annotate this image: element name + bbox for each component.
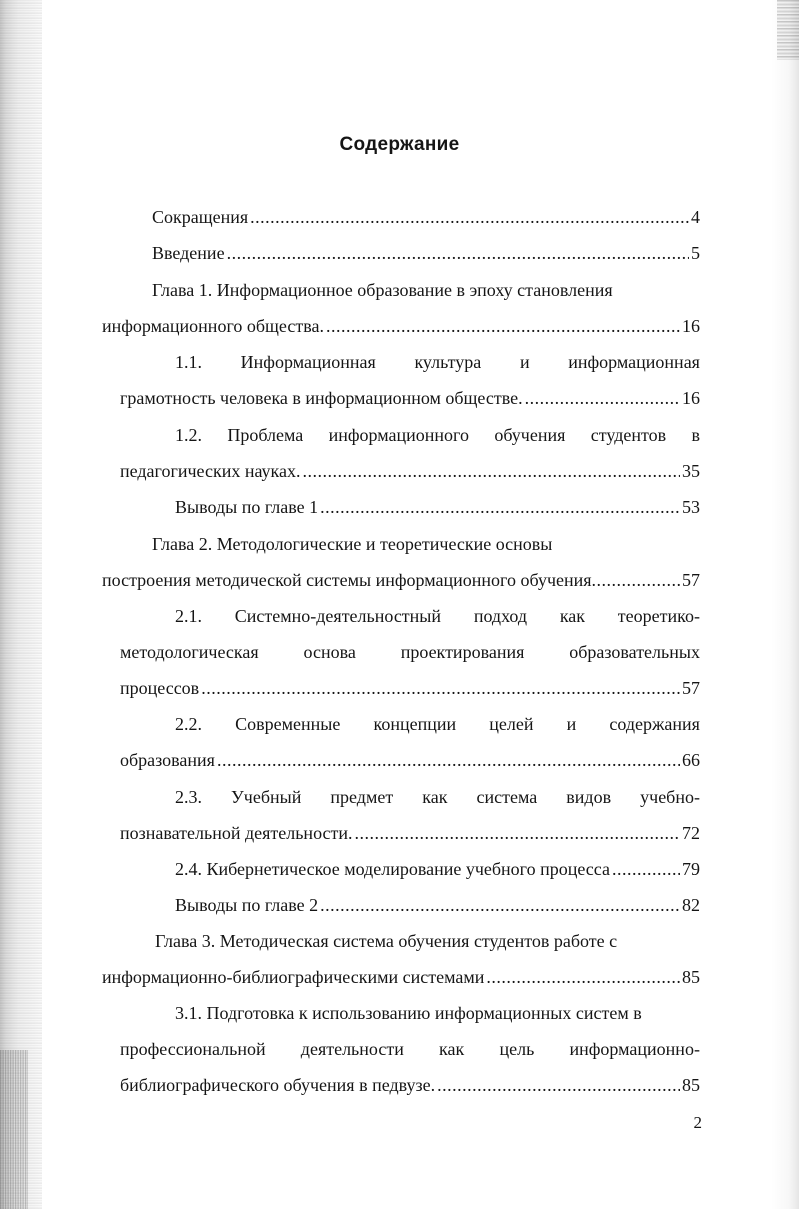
word: Информационная: [240, 352, 376, 372]
toc-section-2-1-line1[interactable]: [175, 602, 700, 630]
toc-section-1-2-line1[interactable]: [175, 421, 700, 449]
toc-chapter1-title-line2[interactable]: [102, 312, 700, 340]
word: и: [519, 352, 530, 372]
word: 1.1.: [175, 352, 202, 372]
toc-section-2-3-line2[interactable]: [120, 819, 700, 847]
word: как: [422, 787, 448, 807]
scan-noise-right-top: [777, 0, 799, 60]
toc-leader-dots: [320, 891, 680, 919]
toc-entry-page: 57: [682, 678, 700, 698]
toc-chapter3-title-line2[interactable]: [102, 963, 700, 991]
word: 2.1.: [175, 606, 202, 626]
toc-entry-page: 72: [682, 823, 700, 843]
word: учебно-: [640, 787, 700, 807]
toc-leader-dots: [217, 746, 680, 774]
toc-leader-dots: [612, 855, 680, 883]
scan-noise-left-bottom: [0, 1050, 28, 1209]
toc-entry-page: 35: [682, 461, 700, 481]
word: Современные: [235, 714, 341, 734]
word: Системно-деятельностный: [234, 606, 442, 626]
word: Учебный: [231, 787, 302, 807]
word: система: [476, 787, 538, 807]
scan-noise-right: [769, 0, 799, 1209]
word: методологическая: [120, 642, 259, 662]
word: 2.2.: [175, 714, 202, 734]
page-number: 2: [693, 1113, 702, 1132]
toc-leader-dots: [525, 384, 680, 412]
toc-entry-page: 85: [682, 967, 700, 987]
page-title: Содержание: [339, 134, 460, 155]
toc-entry-page: 82: [682, 895, 700, 915]
toc-entry-page: 66: [682, 750, 700, 770]
toc-leader-dots: [250, 203, 689, 231]
toc-entry-label: грамотность человека в информационном обществе.: [120, 388, 523, 408]
toc-chapter2-title-line1[interactable]: Глава 2. Методологические и теоретические основы: [152, 534, 553, 554]
word: теоретико-: [617, 606, 700, 626]
word: подход: [473, 606, 528, 626]
scan-noise-left: [0, 0, 42, 1209]
word: обучения: [494, 425, 566, 445]
word: содержания: [609, 714, 700, 734]
word: видов: [566, 787, 612, 807]
word: целей: [489, 714, 534, 734]
toc-entry-label: информационно-библиографическими системами: [102, 967, 485, 987]
word: профессиональной: [120, 1039, 266, 1059]
word: и: [566, 714, 577, 734]
toc-entry-label: Введение: [152, 243, 225, 263]
toc-entry-label: построения методической системы информационного обучения: [102, 570, 592, 590]
toc-section-2-2-line2[interactable]: [120, 746, 700, 774]
toc-entry-label: Выводы по главе 1: [175, 497, 319, 517]
word: концепции: [373, 714, 457, 734]
toc-section-1-1-line1[interactable]: [175, 348, 700, 376]
toc-entry-page: 57: [682, 570, 700, 590]
toc-entry-label: образования: [120, 750, 215, 770]
word: Проблема: [227, 425, 304, 445]
toc-leader-dots: [303, 457, 680, 485]
toc-entry-page: 16: [682, 316, 700, 336]
word: деятельности: [300, 1039, 404, 1059]
word: основа: [303, 642, 356, 662]
word: информационного: [328, 425, 469, 445]
toc-leader-dots: [227, 239, 689, 267]
toc-leader-dots: [486, 963, 680, 991]
toc-chapter1-conclusions[interactable]: [175, 493, 700, 521]
word: как: [439, 1039, 465, 1059]
word: цель: [499, 1039, 535, 1059]
toc-entry-label: Сокращения: [152, 207, 249, 227]
toc-section-2-3-line1[interactable]: [175, 783, 700, 811]
word: культура: [414, 352, 482, 372]
toc-section-2-1-line3[interactable]: [120, 674, 700, 702]
toc-entry-label: познавательной деятельности.: [120, 823, 353, 843]
toc-leader-dots: [592, 566, 680, 594]
toc-chapter1-title-line1[interactable]: Глава 1. Информационное образование в эпоху становления: [152, 280, 613, 300]
word: предмет: [330, 787, 394, 807]
toc-entry-label: педагогических науках.: [120, 461, 301, 481]
toc-entry-label: Выводы по главе 2: [175, 895, 319, 915]
toc-leader-dots: [320, 493, 680, 521]
toc-entry-label: 2.4. Кибернетическое моделирование учебного процесса: [175, 859, 610, 879]
word: в: [691, 425, 700, 445]
toc-section-3-1-line1[interactable]: 3.1. Подготовка к использованию информационных систем в: [175, 1003, 642, 1023]
word: информационно-: [569, 1039, 700, 1059]
toc-entry-page: 85: [682, 1075, 700, 1095]
toc-entry-page: 5: [691, 243, 700, 263]
word: как: [559, 606, 586, 626]
toc-entry-label: информационного общества.: [102, 316, 324, 336]
toc-section-2-4[interactable]: [175, 855, 700, 883]
toc-section-1-2-line2[interactable]: [120, 457, 700, 485]
toc-section-3-1-line2[interactable]: [120, 1035, 700, 1063]
word: информационная: [568, 352, 700, 372]
toc-entry-page: 53: [682, 497, 700, 517]
toc-entry-label: процессов: [120, 678, 200, 698]
toc-chapter2-title-line2[interactable]: [102, 566, 700, 594]
toc-chapter2-conclusions[interactable]: [175, 891, 700, 919]
toc-section-2-1-line2[interactable]: [120, 638, 700, 666]
toc-leader-dots: [355, 819, 680, 847]
toc-entry-abbreviations[interactable]: [152, 203, 700, 231]
toc-entry-page: 4: [691, 207, 700, 227]
toc-entry-page: 16: [682, 388, 700, 408]
word: проектирования: [400, 642, 525, 662]
word: образовательных: [569, 642, 700, 662]
toc-section-3-1-line3[interactable]: [120, 1071, 700, 1099]
toc-leader-dots: [201, 674, 680, 702]
word: 2.3.: [175, 787, 202, 807]
toc-chapter3-title-line1[interactable]: Глава 3. Методическая система обучения студентов работе с: [155, 931, 618, 951]
toc-section-2-2-line1[interactable]: [175, 710, 700, 738]
toc-leader-dots: [437, 1071, 680, 1099]
toc-entry-label: библиографического обучения в педвузе.: [120, 1075, 436, 1095]
toc-leader-dots: [326, 312, 680, 340]
word: 1.2.: [175, 425, 202, 445]
word: студентов: [590, 425, 667, 445]
toc-section-1-1-line2[interactable]: [120, 384, 700, 412]
toc-entry-introduction[interactable]: [152, 239, 700, 267]
toc-entry-page: 79: [682, 859, 700, 879]
